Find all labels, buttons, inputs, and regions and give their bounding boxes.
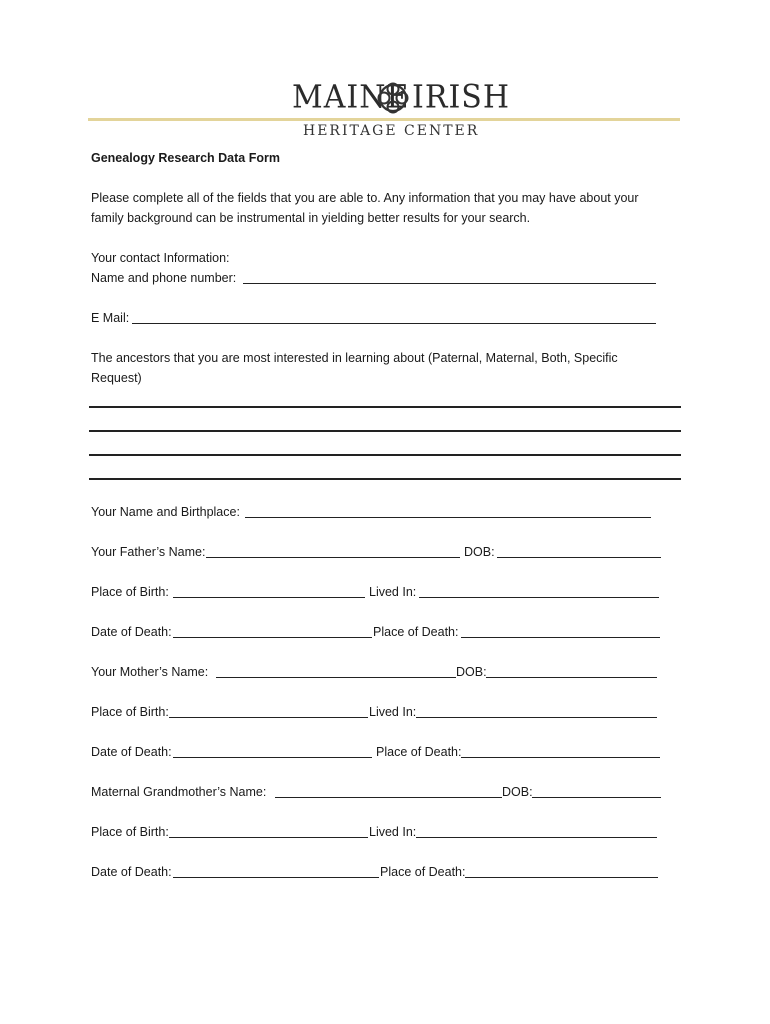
maternal-grandmother-dob-field[interactable] <box>532 797 661 798</box>
maternal-grandmother-place-of-death-field[interactable] <box>465 877 658 878</box>
father-place-of-birth-field[interactable] <box>173 597 365 598</box>
maternal-grandmother-lived-in-label: Lived In: <box>369 825 417 839</box>
mother-place-of-death-field[interactable] <box>461 757 660 758</box>
maternal-grandmother-dob-label: DOB: <box>502 785 533 799</box>
ancestors-answer-line-1[interactable] <box>89 406 681 408</box>
mother-name-field[interactable] <box>216 677 456 678</box>
mother-place-of-birth-field[interactable] <box>169 717 368 718</box>
maternal-grandmother-place-of-birth-field[interactable] <box>169 837 368 838</box>
father-lived-in-field[interactable] <box>419 597 659 598</box>
maternal-grandmother-name-label: Maternal Grandmother’s Name: <box>91 785 267 799</box>
maternal-grandmother-name-field[interactable] <box>275 797 502 798</box>
your-name-birthplace-field[interactable] <box>245 517 651 518</box>
ancestors-answer-line-4[interactable] <box>89 478 681 480</box>
mother-dob-field[interactable] <box>486 677 657 678</box>
name-phone-label: Name and phone number: <box>91 271 237 285</box>
mother-date-of-death-label: Date of Death: <box>91 745 172 759</box>
logo-divider <box>88 118 680 121</box>
mother-lived-in-label: Lived In: <box>369 705 417 719</box>
logo-word-irish: IRISH <box>412 79 511 116</box>
logo-word-maine: MAINE <box>292 79 410 116</box>
maternal-grandmother-date-of-death-field[interactable] <box>173 877 379 878</box>
contact-heading: Your contact Information: <box>91 251 230 265</box>
email-field[interactable] <box>132 323 656 324</box>
mother-place-of-death-label: Place of Death: <box>376 745 462 759</box>
ancestors-prompt-line-1: The ancestors that you are most interested in learning about (Paternal, Maternal, Both, Specific <box>91 351 618 365</box>
father-place-of-death-field[interactable] <box>461 637 660 638</box>
ancestors-answer-line-3[interactable] <box>89 454 681 456</box>
mother-place-of-birth-label: Place of Birth: <box>91 705 169 719</box>
mother-lived-in-field[interactable] <box>416 717 657 718</box>
intro-line-2: family background can be instrumental in yielding better results for your search. <box>91 211 531 225</box>
father-dob-field[interactable] <box>497 557 661 558</box>
father-name-label: Your Father’s Name: <box>91 545 206 559</box>
intro-line-1: Please complete all of the fields that you are able to. Any information that you may have about your <box>91 191 639 205</box>
your-name-birthplace-label: Your Name and Birthplace: <box>91 505 240 519</box>
name-phone-field[interactable] <box>243 283 656 284</box>
maternal-grandmother-place-of-birth-label: Place of Birth: <box>91 825 169 839</box>
ancestors-answer-line-2[interactable] <box>89 430 681 432</box>
father-dob-label: DOB: <box>464 545 495 559</box>
father-name-field[interactable] <box>206 557 460 558</box>
father-place-of-death-label: Place of Death: <box>373 625 459 639</box>
ancestors-prompt-line-2: Request) <box>91 371 142 385</box>
mother-date-of-death-field[interactable] <box>173 757 372 758</box>
father-date-of-death-label: Date of Death: <box>91 625 172 639</box>
father-place-of-birth-label: Place of Birth: <box>91 585 169 599</box>
maternal-grandmother-lived-in-field[interactable] <box>416 837 657 838</box>
email-label: E Mail: <box>91 311 130 325</box>
form-title: Genealogy Research Data Form <box>91 151 280 165</box>
mother-name-label: Your Mother’s Name: <box>91 665 209 679</box>
mother-dob-label: DOB: <box>456 665 487 679</box>
maternal-grandmother-place-of-death-label: Place of Death: <box>380 865 466 879</box>
maternal-grandmother-date-of-death-label: Date of Death: <box>91 865 172 879</box>
father-lived-in-label: Lived In: <box>369 585 417 599</box>
celtic-knot-icon <box>375 80 411 116</box>
logo-subtitle: HERITAGE CENTER <box>303 123 480 139</box>
father-date-of-death-field[interactable] <box>173 637 372 638</box>
